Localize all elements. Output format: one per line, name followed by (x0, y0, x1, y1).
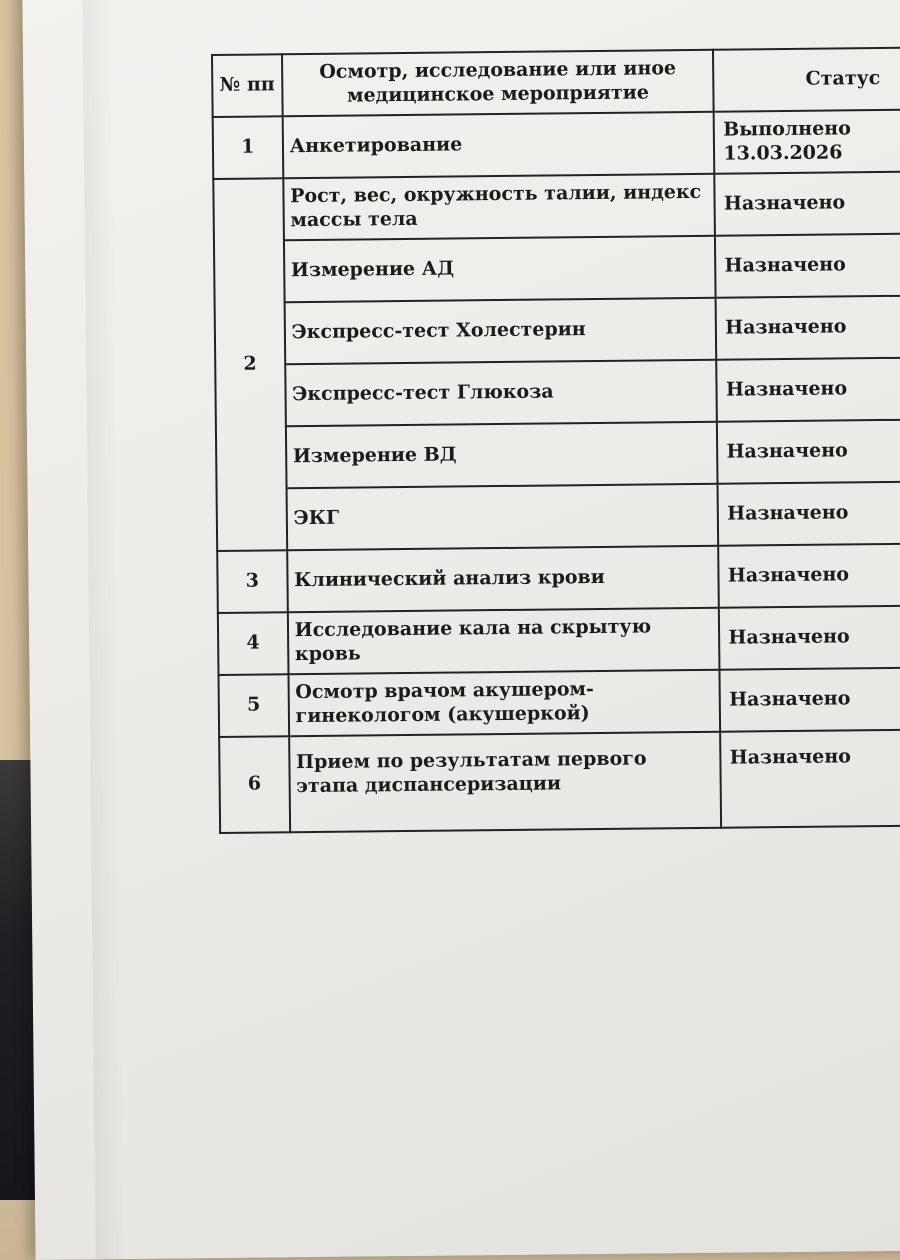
table-row (219, 729, 900, 833)
status-text: Выполнено (723, 117, 851, 141)
table-row (216, 419, 900, 489)
status-text: Назначено (716, 295, 900, 360)
activity-name: Рост, вес, окружность талии, индекс массы тела (283, 174, 715, 241)
status-text: Назначено (720, 729, 900, 828)
status-text: Назначено (715, 233, 900, 298)
header-activity: Осмотр, исследование или иное медицинское мероприятие (282, 50, 714, 117)
row-number: 3 (217, 550, 287, 613)
table-row (217, 543, 900, 613)
table-row (213, 109, 900, 179)
row-number: 4 (218, 612, 288, 675)
status-text: Назначено (717, 357, 900, 422)
table-row (218, 667, 900, 737)
row-number: 5 (218, 674, 288, 737)
activity-name: Исследование кала на скрытую кровь (288, 608, 720, 675)
table-row (217, 481, 900, 551)
activity-name: Измерение АД (284, 236, 716, 303)
activity-name: ЭКГ (286, 484, 718, 551)
status-text: Назначено (719, 543, 900, 608)
activity-name: Прием по результатам первого этапа диспансеризации (289, 732, 722, 833)
table-row (213, 171, 900, 241)
activity-name: Экспресс-тест Глюкоза (285, 360, 717, 427)
header-number: № пп (212, 54, 282, 117)
status-text: Назначено (720, 667, 900, 732)
activity-name: Экспресс-тест Холестерин (284, 298, 716, 365)
examination-table (211, 46, 900, 834)
status-text: Назначено (719, 605, 900, 670)
header-status: Статус (713, 47, 900, 112)
table-row (215, 357, 900, 427)
paper-sheet (22, 0, 900, 1260)
table-header-row (212, 47, 900, 117)
status-text: Назначено (717, 419, 900, 484)
status-date: 13.03.2026 (723, 141, 843, 165)
status-text: Назначено (715, 171, 900, 236)
status-cell (714, 109, 900, 174)
row-number: 6 (219, 736, 290, 833)
table-row (218, 605, 900, 675)
row-number: 2 (213, 178, 287, 551)
activity-name: Измерение ВД (286, 422, 718, 489)
row-number: 1 (213, 116, 283, 179)
table-row (215, 295, 900, 365)
table-row (214, 233, 900, 303)
activity-name: Клинический анализ крови (287, 546, 719, 613)
status-text: Назначено (718, 481, 900, 546)
activity-name: Анкетирование (282, 112, 714, 179)
activity-name: Осмотр врачом акушером-гинекологом (акушеркой) (288, 670, 720, 737)
